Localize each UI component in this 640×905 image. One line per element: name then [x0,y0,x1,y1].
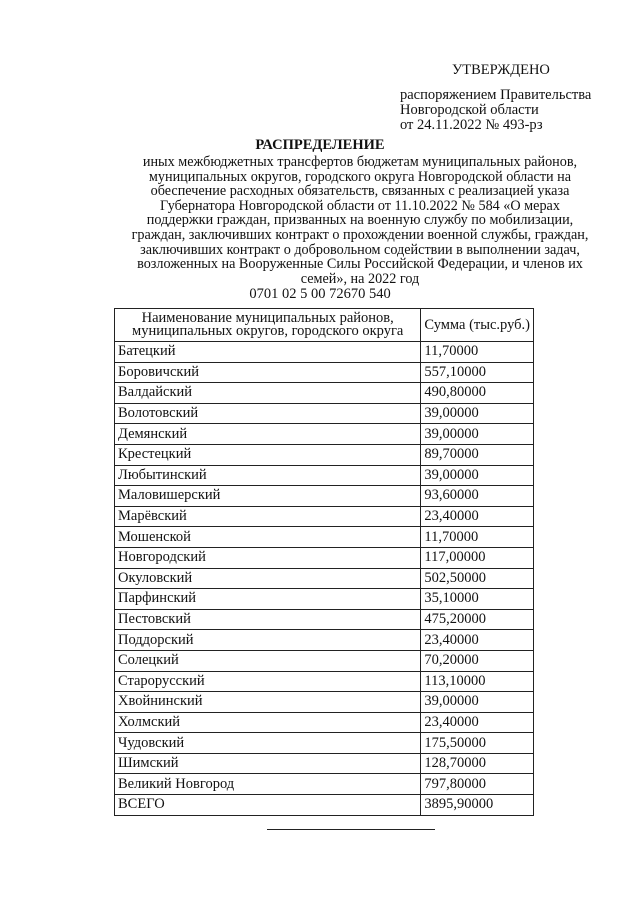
row-sum: 502,50000 [421,568,534,589]
row-name: Шимский [115,753,421,774]
row-name: Любытинский [115,465,421,486]
row-name: Холмский [115,712,421,733]
row-sum: 797,80000 [421,774,534,795]
table-header-row [115,309,534,342]
table-row [115,753,534,774]
row-sum: 39,00000 [421,465,534,486]
row-sum: 117,00000 [421,547,534,568]
approval-line-1: распоряжением Правительства [400,87,592,103]
row-name: Валдайский [115,383,421,404]
document-description [112,155,608,286]
description-line: Губернатора Новгородской области от 11.10.2022 № 584 «О мерах [160,197,560,214]
row-sum: 35,10000 [421,589,534,610]
row-name: Поддорский [115,630,421,651]
row-sum: 39,00000 [421,403,534,424]
table-row [115,630,534,651]
row-name: Марёвский [115,506,421,527]
table-row [115,342,534,363]
row-name: Хвойнинский [115,692,421,713]
table-row [115,403,534,424]
approval-line-3: от 24.11.2022 № 493-рз [400,117,543,133]
row-sum: 39,00000 [421,424,534,445]
table-row [115,712,534,733]
table-row [115,692,534,713]
row-name: Демянский [115,424,421,445]
row-sum: 23,40000 [421,506,534,527]
table-row [115,486,534,507]
header-name [115,309,421,342]
row-name: Мошенской [115,527,421,548]
description-line: семей», на 2022 год [300,270,420,287]
row-name: Волотовский [115,403,421,424]
row-sum: 175,50000 [421,733,534,754]
row-name: Крестецкий [115,444,421,465]
row-name: Новгородский [115,547,421,568]
total-sum: 3895,90000 [421,795,534,816]
row-name: Пестовский [115,609,421,630]
row-sum: 70,20000 [421,650,534,671]
table-row [115,527,534,548]
description-line: иных межбюджетных трансфертов бюджетам муниципальных районов, [142,154,578,170]
row-sum: 23,40000 [421,630,534,651]
table-row [115,547,534,568]
row-name: Великий Новгород [115,774,421,795]
table-row [115,362,534,383]
budget-code: 0701 02 5 00 72670 540 [249,286,391,302]
row-sum: 89,70000 [421,444,534,465]
description-line: граждан, заключивших контракт о прохождении военной службы, граждан, [131,226,589,243]
description-line: заключивших контракт о добровольном содействии в выполнении задач, [140,241,580,258]
table-row [115,774,534,795]
table-row [115,568,534,589]
table-row [115,424,534,445]
table-row [115,589,534,610]
closing-line [267,829,435,830]
table-row [115,506,534,527]
row-name: Батецкий [115,342,421,363]
description-line: муниципальных округов, городского округа Новгородской области на [148,168,572,185]
distribution-table [114,308,534,816]
row-sum: 475,20000 [421,609,534,630]
approval-stamp: УТВЕРЖДЕНО [452,62,550,78]
total-row [115,795,534,816]
row-name: Маловишерский [115,486,421,507]
row-name: Боровичский [115,362,421,383]
table-row [115,671,534,692]
row-sum: 93,60000 [421,486,534,507]
header-name-line-1: Наименование муниципальных районов, [141,310,394,326]
approval-block [400,63,630,133]
description-line: обеспечение расходных обязательств, связанных с реализацией указа [150,183,570,200]
row-sum: 128,70000 [421,753,534,774]
table-row [115,609,534,630]
table-row [115,733,534,754]
description-line: возложенных на Вооруженные Силы Российской Федерации, и членов их [137,256,583,273]
approval-line-2: Новгородской области [400,102,539,118]
table-row [115,650,534,671]
description-line: поддержки граждан, призванных на военную службу по мобилизации, [146,212,574,229]
row-sum: 490,80000 [421,383,534,404]
document-title: РАСПРЕДЕЛЕНИЕ [255,137,385,153]
row-name: Солецкий [115,650,421,671]
header-sum: Сумма (тыс.руб.) [421,309,534,342]
row-name: Окуловский [115,568,421,589]
row-name: Парфинский [115,589,421,610]
table-row [115,444,534,465]
row-sum: 113,10000 [421,671,534,692]
row-sum: 11,70000 [421,342,534,363]
row-name: Чудовский [115,733,421,754]
table-row [115,465,534,486]
header-name-line-2: муниципальных округов, городского округа [132,323,404,339]
row-sum: 39,00000 [421,692,534,713]
total-label: ВСЕГО [115,795,421,816]
row-sum: 11,70000 [421,527,534,548]
table-row [115,383,534,404]
row-sum: 557,10000 [421,362,534,383]
row-sum: 23,40000 [421,712,534,733]
row-name: Старорусский [115,671,421,692]
